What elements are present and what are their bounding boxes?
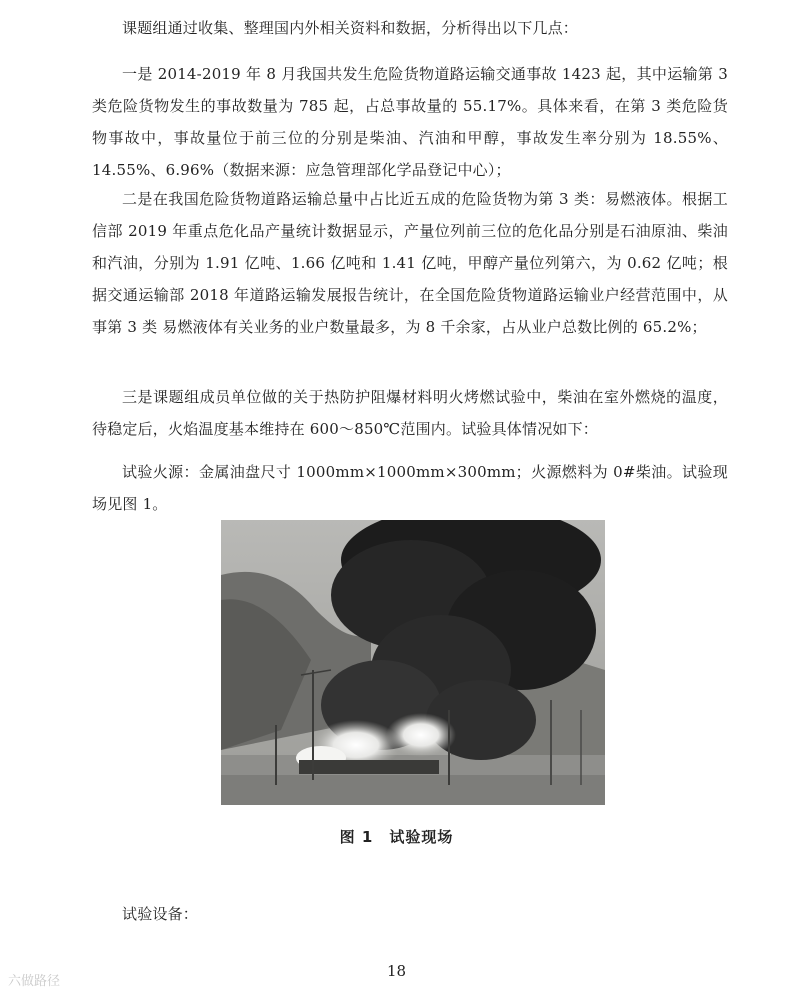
point-one-paragraph: 一是 2014-2019 年 8 月我国共发生危险货物道路运输交通事故 1423 起，其中运输第 3 类危险货物发生的事故数量为 785 起，占总事故量的 55.17%。具体来看，在第 3 类危险货物事故中，事故量位于前三位的分别是柴油、汽油和甲醇，事故发生率分别为 18.55%、14.55%、6.96%（数据来源：应急管理部化学品登记中心）；: [92, 65, 728, 179]
equipment-paragraph: 试验设备：: [122, 905, 199, 923]
intro-paragraph: 课题组通过收集、整理国内外相关资料和数据，分析得出以下几点：: [122, 19, 579, 37]
watermark-text: 六做路径: [8, 974, 61, 989]
test-scene-photo: [221, 520, 605, 805]
fire-smoke-illustration: [221, 520, 605, 805]
point-two-paragraph: 二是在我国危险货物道路运输总量中占比近五成的危险货物为第 3 类：易燃液体。根据工信部 2019 年重点危化品产量统计数据显示，产量位列前三位的危化品分别是石油原油、柴油和汽油，分别为 1.91 亿吨、1.66 亿吨和 1.41 亿吨，甲醇产量位列第六，为 0.62 亿吨；根据交通运输部 2018 年道路运输发展报告统计，在全国危险货物道路运输业户经营范围中，从事第 3 类 易燃液体有关业务的业户数量最多，为 8 千余家，占从业户总数比例的 65.2%；: [92, 190, 728, 336]
point-three-paragraph: 三是课题组成员单位做的关于热防护阻爆材料明火烤燃试验中，柴油在室外燃烧的温度，待稳定后，火焰温度基本维持在 600～850℃范围内。试验具体情况如下：: [92, 388, 728, 438]
page-number: 18: [386, 962, 407, 980]
fire-source-paragraph: 试验火源：金属油盘尺寸 1000mm×1000mm×300mm；火源燃料为 0#柴油。试验现场见图 1。: [92, 463, 728, 513]
figure-caption: 图 1 试验现场: [339, 828, 454, 846]
